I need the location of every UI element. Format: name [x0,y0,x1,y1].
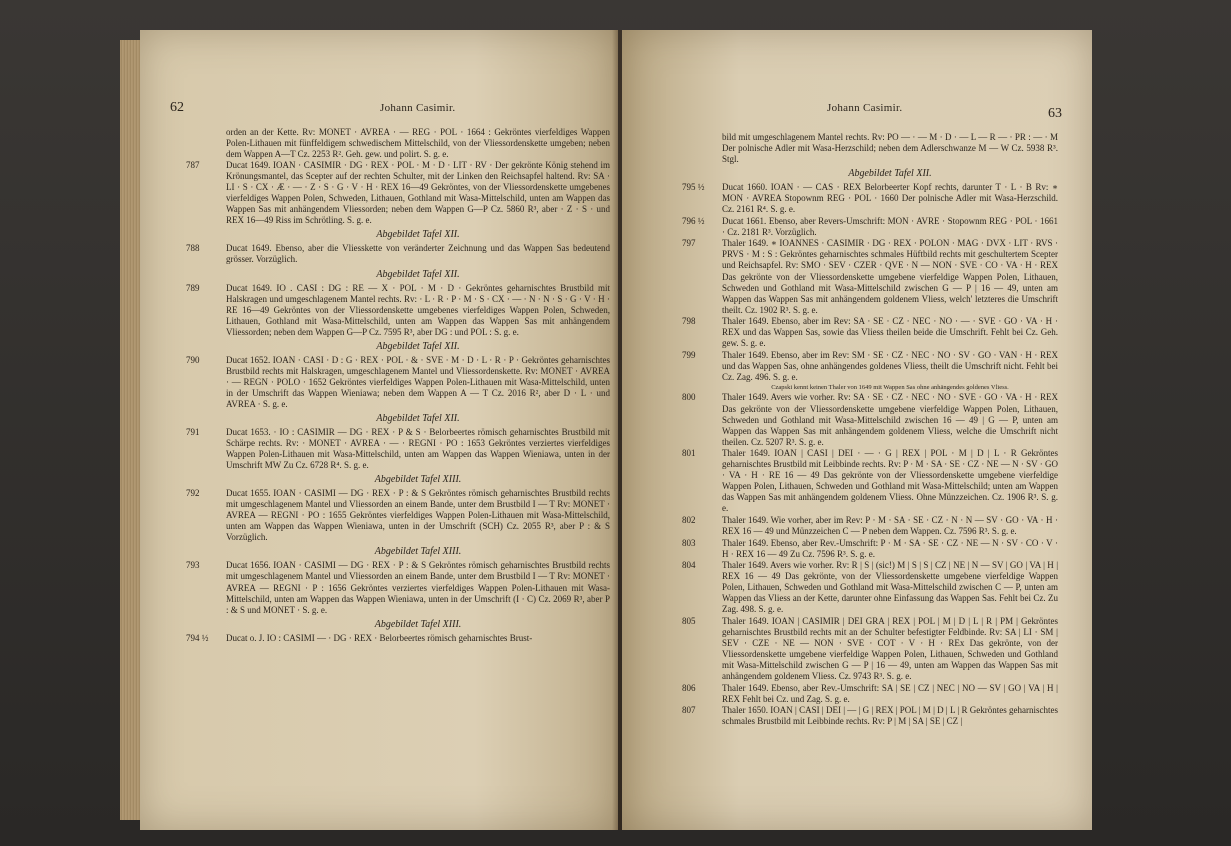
entry-number: 794 ½ [186,632,209,643]
catalog-entry [186,160,610,226]
entry-description: Ducat 1661. Ebenso, aber Revers-Umschrift: MON · AVRE · Stopownm REG · POL · 1661 · Cz. 2181 R³. Vorzüglich. [722,215,1058,237]
entry-description: Ducat 1652. IOAN · CASI · D : G · REX · POL · & · SVE · M · D · L · R · P · Gekröntes geharnischtes Brustbild rechts mit Halskragen, umgeschlagenem Mantel und Vliessordenskette. Rv: MONET · AVREA · — REGN · POLO · 1652 Gekröntes vierfeldiges Wappen Polen-Lithauen mit Wasa-Mittelschild, unten in der Umschrift das Wappen Wieniawa; neben dem Wappen A — T Cz. 2016 R², aber D · L · und AVREA · S. g. e. [226,354,610,409]
plate-reference: Abgebildet Tafel XIII. [374,474,462,486]
catalog-entry [186,560,610,615]
entry-number: 806 [682,682,696,693]
entry-number: 800 [682,392,696,403]
continuation-text: bild mit umgeschlagenem Mantel rechts. Rv: PO — · — M · D · — L — R — · PR : — · M Der polnische Adler mit Wasa-Herzschild; neben dem Adlerschwanze M — W Cz. 5938 R³. Stgl. [722,132,1058,165]
running-head-left: Johann Casimir. [380,102,456,114]
right-page [622,30,1092,830]
page-number-right: 63 [1048,106,1062,121]
left-page [140,30,618,830]
entry-number: 787 [186,160,200,171]
entry-description: Thaler 1649. Avers wie vorher. Rv: SA · SE · CZ · NEC · NO · SVE · GO · VA · H · REX Das gekrönte von der Vliessordenskette umgebene vierfeldige Wappen Polen, Lithauen, Schweden und Gothland mit Wasa-Mittelschild zwischen 16 — 49 | G — P, unten am Wappen das Wappen Sas mit anhängendem goldenem Vliess, welche die Umschrift nicht theilen. Cz. 5207 R³. S. g. e. [722,392,1058,447]
entry-description: Thaler 1649. Ebenso, aber im Rev: SM · SE · CZ · NEC · NO · SV · GO · VAN · H · REX und das Wappen Sas, ohne anhängendes goldenes Vliess, theilt die Umschrift nicht. Fehlt bei Cz. Zag. 496. S. g. e. [722,349,1058,382]
catalog-entry [186,488,610,543]
entry-description: Ducat 1649. Ebenso, aber die Vliesskette von veränderter Zeichnung und das Wappen Sas bedeutend grösser. Vorzüglich. [226,243,610,265]
entry-description: Thaler 1649. Ebenso, aber Rev.-Umschrift: P · M · SA · SE · CZ · NE — N · SV · CO · V · H · REX 16 — 49 Zu Cz. 7596 R³. S. g. e. [722,537,1058,559]
left-page-text [186,127,610,644]
catalog-entry [682,238,1058,315]
catalog-entry [682,515,1058,537]
entry-number: 790 [186,354,200,365]
plate-reference: Abgebildet Tafel XII. [376,229,460,241]
entry-description: Thaler 1649. IOAN | CASI | DEI · — · G | REX | POL · M | D | L · R Gekröntes geharnischtes Brustbild mit Leibbinde rechts. Rv: P · M · SA · SE · CZ · NE — N · SV · GO · VA · H · RE 16 — 49 Das gekrönte von der Vliessordenskette umgebene vierfeldige Wappen Polen, Lithauen, Schweden und Gothland mit Wasa-Mittelschild; unten am Wappen das Wappen Sas mit anhängendem goldenem Vliess. Ohne Münzzeichen. Cz. 1906 R³. S. g. e. [722,448,1058,514]
entry-number: 792 [186,488,200,499]
plate-reference: Abgebildet Tafel XII. [848,168,932,180]
catalog-entry [682,682,1058,705]
catalog-entry [682,448,1058,514]
entry-description: Ducat 1649. IO . CASI : DG : RE — X · POL · M · D · Gekröntes geharnischtes Brustbild mit Halskragen und umgeschlagenem Mantel rechts. Rv: · L · R · P · M · S · CX · — · N · N · S · G · V · H · RE 16—49 Gekröntes von der Vliessordenskette umgebenes vierfeldiges Wappen Polen, Schweden, Lithauen, Gothland mit Wasa-Mittelschild, unten am Wappen das Wappen Sas mit anhängendem Vliessorden; neben dem Wappen G—P Cz. 7595 R³, aber DG : und POL : S. g. e. [226,282,610,337]
entry-description: Thaler 1649. Avers wie vorher. Rv: R | S | (sic!) M | S | S | CZ | NE | N — SV | GO | VA | H | REX 16 — 49 Das gekrönte, von der Vliessordenskette umgebene vierfeldige Wappen Polen, Lithauen, Schweden und Gothland mit Wasa-Mittelschild zwischen C — P, unten am Wappen das Vliess an der Kette, darunter ohne Einfassung das Wappen Sas. Fehlt bei Cz. Zu Zag. 498. S. g. e. [722,560,1058,615]
plate-reference: Abgebildet Tafel XIII. [374,546,462,558]
entry-description: Thaler 1649. ∗ IOANNES · CASIMIR · DG · REX · POLON · MAG · DVX · LIT · RVS · PRVS · M : S : Gekröntes geharnischtes schmales Hüftbild rechts mit geschultertem Scepter und Reichsapfel. Rv: SMO · SEV · CZER · QVE · N — NON · SVE · CO · VA · H · REX Das gekrönte von der Vliessordenskette umgebene vierfeldige Wappen Polen, Lithauen, Schweden und Gothland mit Wasa-Mittelschild zwischen G — P | 16 — 49, unten am Wappen das Wappen Sas mit anhängendem goldenem Vliess, welch' letzteres die Umschrift theilt. Cz. 1902 R³. S. g. e. [722,238,1058,315]
entry-description: Ducat 1649. IOAN · CASIMIR · DG · REX · POL · M · D · LIT · RV · Der gekrönte König stehend im Krönungsmantel, das Scepter auf der rechten Schulter, mit der Linken den Reichsapfel haltend. Rv: SA · LI · S · CX · Æ · — · Z · S · G · V · H · REX 16—49 Gekröntes, von der Vliessordenskette umgebenes vierfeldiges Wappen Polen, Schweden, Lithauen, Gothland mit Wasa-Mittelschild, unten am Wappen das Wappen Sas mit anhängendem Vliessorden; neben dem Wappen G—P Cz. 5860 R³, aber · Z · S · und REX 16—49 Riss im Schrötling. S. g. e. [226,160,610,226]
catalog-entry [682,537,1058,560]
right-page-text [682,132,1058,728]
entry-description: Thaler 1649. Ebenso, aber im Rev: SA · SE · CZ · NEC · NO · — · SVE · GO · VA · H · REX und das Wappen Sas, sowie das Vliess theilen beide die Umschrift. Fehlt bei Cz. Geh. gew. S. g. e. [722,316,1058,349]
catalog-entry [186,426,610,471]
catalog-entry [682,182,1058,215]
entry-description: Thaler 1650. IOAN | CASI | DEI | — | G | REX | POL | M | D | L | R Gekröntes geharnischtes schmales Brustbild mit Leibbinde rechts. Rv: P | M | SA | SE | CZ | [722,705,1058,727]
continuation-text: orden an der Kette. Rv: MONET · AVREA · — REG · POL · 1664 : Gekröntes vierfeldiges Wappen Polen-Lithauen mit fünffeldigem schwedischem Mittelschild, von der Vliessordenskette umgeben; neben dem Wappen A—T Cz. 2253 R². Geh. gew. und polirt. S. g. e. [226,127,610,160]
plate-reference: Abgebildet Tafel XII. [376,412,460,424]
catalog-entry [186,354,610,410]
footnote: Czapski kennt keinen Thaler von 1649 mit Wappen Sas ohne anhängendes goldenes Vliess. [771,384,1009,392]
catalog-entry [682,615,1058,682]
left-entry-list [186,160,610,644]
entry-description: Ducat o. J. IO : CASIMI — · DG · REX · Belorbeertes römisch geharnischtes Brust- [226,632,533,643]
entry-description: Ducat 1655. IOAN · CASIMI — DG · REX · P : & S Gekröntes römisch geharnischtes Brustbild rechts mit umgeschlagenem Mantel und Vliessorden an einem Bande, unter dem Brustbild I — T Rv: MONET · AVREA — REGNI · PO : 1655 Gekröntes vierfeldiges Wappen Polen-Lithauen mit Wasa-Mittelschild, unten am Wappen das Wappen Wieniawa, unten in der Umschrift (SCH) Cz. 2055 R³, aber P : & S Vorzüglich. [226,488,610,543]
catalog-entry [682,560,1058,615]
entry-number: 795 ½ [682,182,705,193]
entry-number: 789 [186,282,200,293]
running-head-right: Johann Casimir. [827,102,903,114]
plate-reference: Abgebildet Tafel XII. [376,340,460,352]
entry-number: 788 [186,243,200,254]
plate-reference: Abgebildet Tafel XIII. [374,618,462,630]
entry-number: 799 [682,349,696,360]
entry-description: Thaler 1649. IOAN | CASIMIR | DEI GRA | REX | POL | M | D | L | R | PM | Gekröntes geharnischtes Brustbild rechts mit an der Schulter befestigter Feldbinde. Rv: SA | LI · SM | SEV · CZE · NE — NON · SVE · COT · V · H · REx Das gekrönte, von der Vliessordenskette umgebene vierfeldige Wappen Polen, Lithauen, Schweden und Gothland mit Wasa-Mittelschild zwischen G — P | 16 — 49, unten am Wappen das Wappen Sas mit anhängendem goldenem Vliess. Cz. 9743 R³. S. g. e. [722,615,1058,682]
plate-reference: Abgebildet Tafel XII. [376,268,460,280]
entry-number: 804 [682,560,696,571]
entry-description: Ducat 1656. IOAN · CASIMI — DG · REX · P : & S Gekröntes römisch geharnischtes Brustbild rechts mit umgeschlagenem Mantel und Vliessorden an einem Bande, unter dem Brustbild I — T Rv: MONET · AVREA — REGNI · P : 1656 Gekröntes verziertes vierfeldiges Wappen Polen-Lithauen mit Wasa-Mittelschild, unten am Wappen das Wappen Wieniawa, unten in der Umschrift (I · C) Cz. 2069 R³, aber P : & S und MONET · S. g. e. [226,560,610,615]
entry-number: 805 [682,615,696,626]
catalog-entry [682,316,1058,349]
catalog-entry [186,282,610,338]
entry-number: 801 [682,448,696,459]
catalog-entry [682,705,1058,727]
catalog-entry [186,632,610,644]
entry-number: 797 [682,238,696,249]
page-number-left: 62 [170,100,184,115]
entry-number: 796 ½ [682,215,705,226]
entry-number: 798 [682,316,696,327]
catalog-entry [682,392,1058,447]
entry-description: Ducat 1653. · IO : CASIMIR — DG · REX · P & S · Belorbeertes römisch geharnischtes Brustbild mit Schärpe rechts. Rv: · MONET · AVREA · — · REGNI · PO : 1653 Gekröntes verziertes vierfeldiges Wappen Polen-Lithauen mit Wasa-Mittelschild, unten am Wappen das Wappen Wieniawa, unten in der Umschrift MW Zu Cz. 6728 R⁴. S. g. e. [226,426,610,471]
catalog-entry [682,349,1058,383]
catalog-entry [682,215,1058,238]
entry-number: 807 [682,705,696,716]
entry-number: 803 [682,537,696,548]
entry-number: 802 [682,515,696,525]
entry-description: Thaler 1649. Ebenso, aber Rev.-Umschrift: SA | SE | CZ | NEC | NO — SV | GO | VA | H | REX Fehlt bei Cz. und Zag. S. g. e. [722,682,1058,704]
entry-description: Ducat 1660. IOAN · — CAS · REX Belorbeerter Kopf rechts, darunter T · L · B Rv: ∗ MON · AVREA Stopownm REG · POL · 1660 Der polnische Adler mit Wasa-Herzschild. Cz. 2161 R⁴. S. g. e. [722,182,1058,215]
catalog-entry [186,243,610,265]
entry-description: Thaler 1649. Wie vorher, aber im Rev: P · M · SA · SE · CZ · N · N — SV · GO · VA · H · REX 16 — 49 und Münzzeichen C — P neben dem Wappen. Cz. 7596 R³. S. g. e. [722,515,1058,537]
entry-number: 793 [186,560,200,571]
right-entry-list [682,182,1058,727]
entry-number: 791 [186,426,200,437]
